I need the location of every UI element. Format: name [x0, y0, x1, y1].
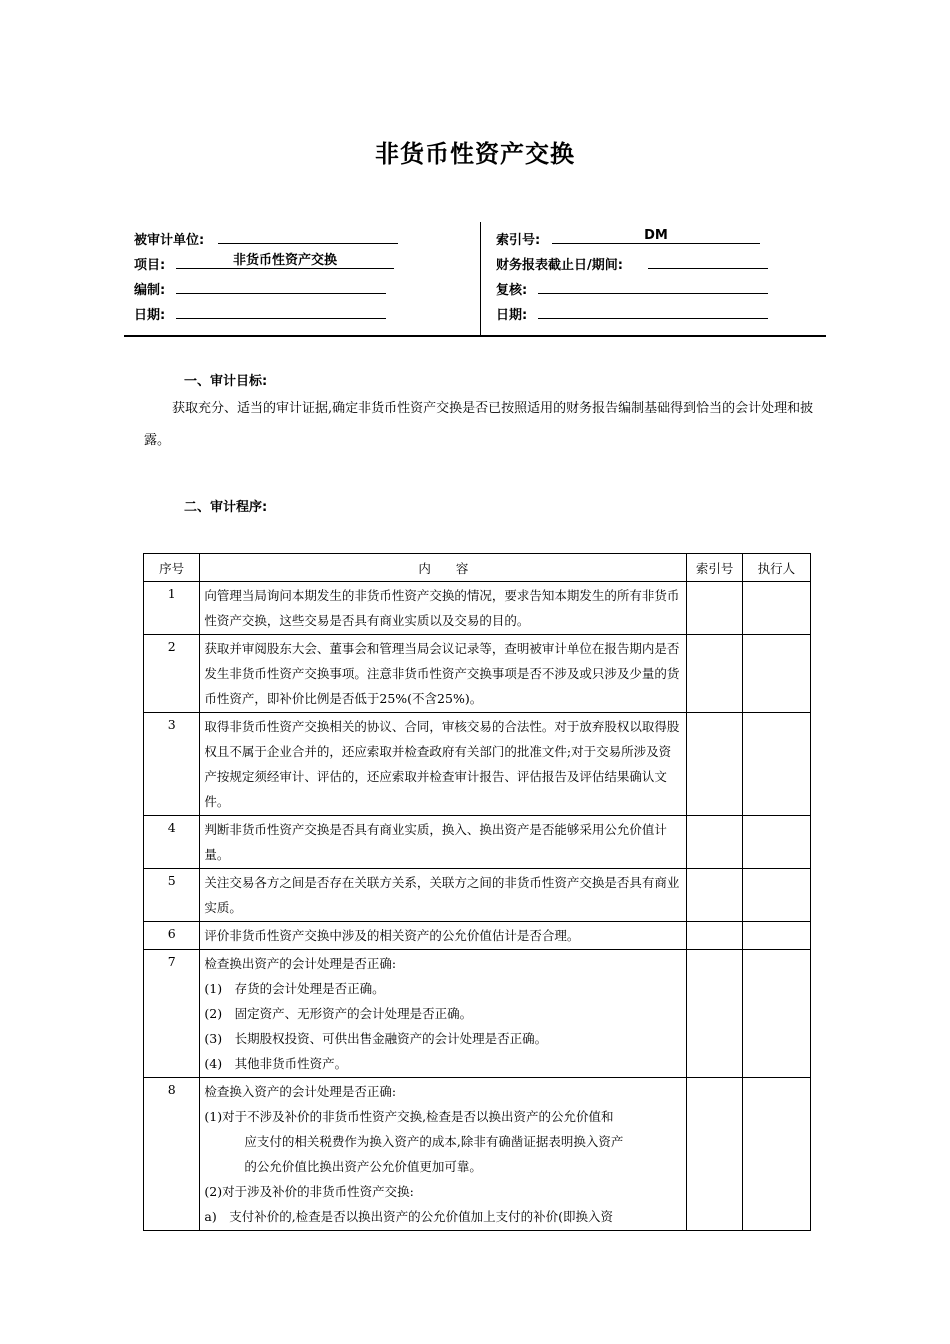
table-row: [144, 950, 811, 1078]
row-content: [200, 1078, 687, 1231]
row-content: 评价非货币性资产交换中涉及的相关资产的公允价值估计是否合理。: [200, 922, 687, 950]
row-content-line: 检查换入资产的会计处理是否正确:: [204, 1084, 397, 1099]
table-row: [144, 582, 811, 635]
period-field[interactable]: [648, 254, 768, 269]
row-index-cell[interactable]: [687, 1078, 742, 1231]
date-field-right[interactable]: [538, 304, 768, 319]
table-row: [144, 816, 811, 869]
review-field[interactable]: [538, 279, 768, 294]
row-content-line: 应支付的相关税费作为换入资产的成本,除非有确凿证据表明换入资产: [244, 1134, 624, 1149]
row-executor-cell[interactable]: [742, 922, 810, 950]
row-content-line: 检查换出资产的会计处理是否正确:: [204, 956, 397, 971]
row-content-line: a) 支付补价的,检查是否以换出资产的公允价值加上支付的补价(即换入资: [204, 1209, 614, 1224]
row-content-line: (3) 长期股权投资、可供出售金融资产的会计处理是否正确。: [204, 1031, 548, 1046]
row-content: 获取并审阅股东大会、董事会和管理当局会议记录等，查明被审计单位在报告期内是否发生非货币性资产交换事项。注意非货币性资产交换事项是否不涉及或只涉及少量的货币性资产，即补价比例是否低于25%(不含25%)。: [200, 635, 687, 713]
row-content-line: (1)对于不涉及补价的非货币性资产交换,检查是否以换出资产的公允价值和: [204, 1109, 614, 1124]
project-label: 项目:: [134, 258, 166, 273]
row-content: 取得非货币性资产交换相关的协议、合同，审核交易的合法性。对于放弃股权以取得股权且不属于企业合并的，还应索取并检查政府有关部门的批准文件;对于交易所涉及资产按规定须经审计、评估的，还应索取并检查审计报告、评估报告及评估结果确认文件。: [200, 713, 687, 816]
row-content: 判断非货币性资产交换是否具有商业实质，换入、换出资产是否能够采用公允价值计量。: [200, 816, 687, 869]
row-index-cell[interactable]: [687, 869, 742, 922]
document-title: 非货币性资产交换: [375, 140, 575, 168]
row-index-cell[interactable]: [687, 922, 742, 950]
row-number: 3: [144, 713, 200, 816]
period-label: 财务报表截止日/期间:: [496, 258, 623, 273]
section-audit-objective-text: 获取充分、适当的审计证据,确定非货币性资产交换是否已按照适用的财务报告编制基础得到恰当的会计处理和披露。: [144, 401, 814, 448]
table-row: [144, 869, 811, 922]
row-executor-cell[interactable]: [742, 713, 810, 816]
row-executor-cell[interactable]: [742, 582, 810, 635]
prepared-field[interactable]: [176, 279, 386, 294]
row-index-cell[interactable]: [687, 635, 742, 713]
row-executor-cell[interactable]: [742, 869, 810, 922]
row-number: 8: [144, 1078, 200, 1231]
index-field[interactable]: DM: [552, 229, 760, 244]
audited-unit-label: 被审计单位:: [134, 233, 205, 248]
date-label-right: 日期:: [496, 308, 528, 323]
row-content: 向管理当局询问本期发生的非货币性资产交换的情况，要求告知本期发生的所有非货币性资产交换，这些交易是否具有商业实质以及交易的目的。: [200, 582, 687, 635]
table-row: [144, 713, 811, 816]
row-index-cell[interactable]: [687, 950, 742, 1078]
review-label: 复核:: [496, 283, 528, 298]
row-number: 2: [144, 635, 200, 713]
col-header-index: 索引号: [687, 554, 742, 582]
row-content-line: (4) 其他非货币性资产。: [204, 1056, 348, 1071]
row-executor-cell[interactable]: [742, 816, 810, 869]
row-number: 4: [144, 816, 200, 869]
section-audit-objective-heading: 一、审计目标:: [184, 374, 268, 389]
section-audit-procedure-heading: 二、审计程序:: [184, 500, 268, 515]
audited-unit-field[interactable]: [218, 229, 398, 244]
row-executor-cell[interactable]: [742, 1078, 810, 1231]
row-index-cell[interactable]: [687, 713, 742, 816]
col-header-content: 内 容: [200, 554, 687, 582]
row-executor-cell[interactable]: [742, 635, 810, 713]
row-content-line: (2)对于涉及补价的非货币性资产交换:: [204, 1184, 414, 1199]
table-row: [144, 922, 811, 950]
header-rule: [124, 335, 826, 337]
project-field[interactable]: 非货币性资产交换: [176, 254, 394, 269]
row-number: 6: [144, 922, 200, 950]
row-index-cell[interactable]: [687, 816, 742, 869]
col-header-no: 序号: [144, 554, 200, 582]
table-row: [144, 635, 811, 713]
date-label: 日期:: [134, 308, 166, 323]
table-header-row: [144, 554, 811, 582]
row-content-line: (1) 存货的会计处理是否正确。: [204, 981, 385, 996]
row-index-cell[interactable]: [687, 582, 742, 635]
row-number: 5: [144, 869, 200, 922]
row-content-line: (2) 固定资产、无形资产的会计处理是否正确。: [204, 1006, 473, 1021]
row-content: [200, 950, 687, 1078]
row-content-line: 的公允价值比换出资产公允价值更加可靠。: [244, 1159, 482, 1174]
row-executor-cell[interactable]: [742, 950, 810, 1078]
date-field[interactable]: [176, 304, 386, 319]
col-header-executor: 执行人: [742, 554, 810, 582]
row-number: 1: [144, 582, 200, 635]
procedure-table: [143, 553, 811, 1231]
prepared-label: 编制:: [134, 283, 166, 298]
table-row: [144, 1078, 811, 1231]
header-divider: [480, 222, 481, 336]
index-label: 索引号:: [496, 233, 541, 248]
row-content: 关注交易各方之间是否存在关联方关系，关联方之间的非货币性资产交换是否具有商业实质。: [200, 869, 687, 922]
row-number: 7: [144, 950, 200, 1078]
